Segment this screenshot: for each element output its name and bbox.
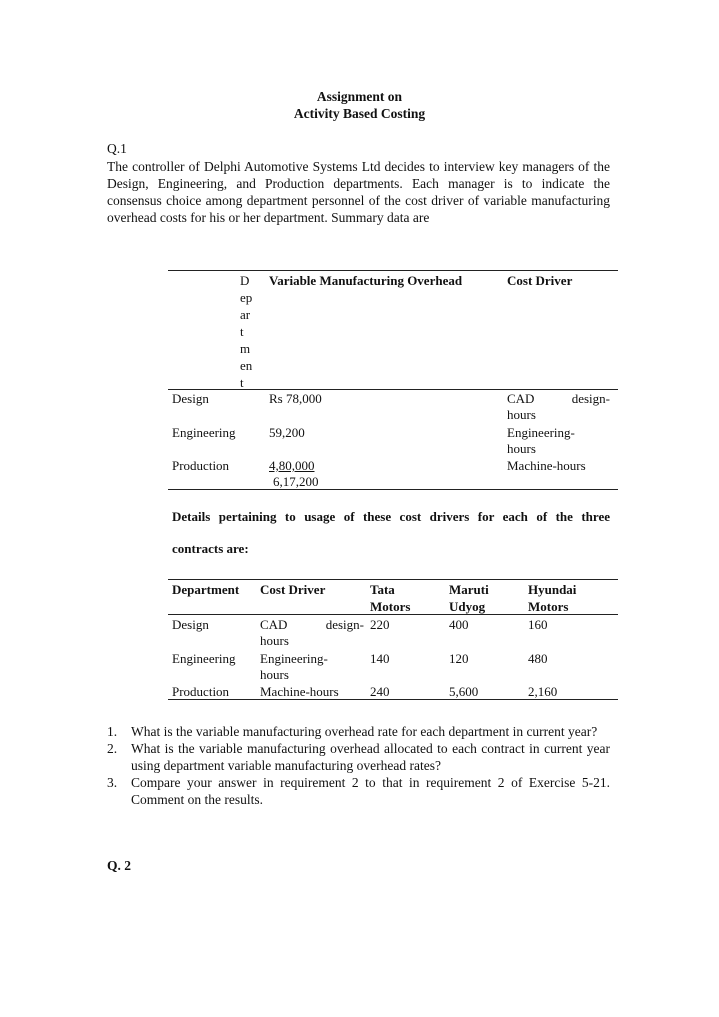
requirement-text: What is the variable manufacturing overhead rate for each department in current year? [131, 724, 598, 739]
table1-cell-department: Engineering [172, 425, 236, 440]
table1-header-dept-letter: ep [240, 290, 253, 305]
table2-cell-hyundai: 480 [528, 651, 548, 666]
table2-cell-department: Production [172, 684, 230, 699]
table2-cell-department: Engineering [172, 651, 236, 666]
table2-cell-hyundai: 2,160 [528, 684, 558, 699]
table1-cell-cost-driver-part: CAD [507, 391, 535, 406]
table1-total: 6,17,200 [273, 474, 319, 489]
table2-header-tata: Tata [370, 582, 395, 597]
requirement-item [107, 774, 610, 808]
table2-header-rule [168, 614, 618, 615]
table1-cell-department: Production [172, 458, 230, 473]
table1-cell-department: Design [172, 391, 209, 406]
title-line-1: Assignment on [316, 89, 403, 104]
table2-header-hyundai-line2: Motors [528, 599, 569, 614]
requirement-item [107, 723, 610, 740]
table1-header-overhead: Variable Manufacturing Overhead [269, 273, 463, 288]
table2-header-hyundai: Hyundai [528, 582, 577, 597]
title-line-2: Activity Based Costing [293, 106, 426, 121]
table1-bottom-rule [168, 489, 618, 490]
table1-header-dept-letter: m [240, 341, 251, 356]
table1-header-dept-letter: ar [240, 307, 251, 322]
requirement-number: 1. [107, 724, 118, 739]
table2-header-maruti: Maruti [449, 582, 489, 597]
table1-cell-cost-driver-line2: hours [507, 407, 536, 422]
table2-bottom-rule [168, 699, 618, 700]
details-text-line-1: Details pertaining to usage of these cost drivers for each of the three [172, 509, 610, 524]
requirement-text: Compare your answer in requirement 2 to that in requirement 2 of Exercise 5-21. Comment on the results. [131, 775, 610, 807]
table1-header-cost-driver: Cost Driver [507, 273, 573, 288]
table1-top-rule [168, 270, 618, 271]
table2-cell-cost-driver-part: design- [325, 617, 364, 632]
table2-header-maruti-line2: Udyog [449, 599, 486, 614]
table1-cell-overhead: Rs 78,000 [269, 391, 322, 406]
table2-cell-maruti: 5,600 [449, 684, 479, 699]
question-1-label: Q.1 [107, 141, 127, 156]
table2-cell-hyundai: 160 [528, 617, 548, 632]
table1-cell-cost-driver: Engineering- [507, 425, 575, 440]
table2-cell-cost-driver-part: CAD [260, 617, 288, 632]
table2-cell-cost-driver: Engineering- [260, 651, 328, 666]
table1-cell-cost-driver: Machine-hours [507, 458, 586, 473]
table1-cell-cost-driver-line2: hours [507, 441, 536, 456]
table2-cell-maruti: 120 [449, 651, 469, 666]
requirement-item [107, 740, 610, 774]
question-2-label: Q. 2 [107, 858, 132, 873]
table2-cell-tata: 140 [370, 651, 390, 666]
table2-cell-cost-driver [260, 616, 364, 633]
table1-cell-cost-driver [507, 390, 610, 407]
table2-top-rule [168, 579, 618, 580]
table1-header-dept-letter: t [240, 375, 244, 390]
table2-cell-tata: 240 [370, 684, 390, 699]
table2-header-cost-driver: Cost Driver [260, 582, 326, 597]
requirement-number: 3. [107, 775, 118, 790]
table1-header-dept-letter: t [240, 324, 244, 339]
details-text-line-2: contracts are: [172, 541, 249, 556]
table1-cell-overhead: 59,200 [269, 425, 305, 440]
table2-cell-tata: 220 [370, 617, 390, 632]
table2-cell-cost-driver: Machine-hours [260, 684, 339, 699]
intro-paragraph: The controller of Delphi Automotive Systems Ltd decides to interview key managers of the Design, Engineering, and Production departments. Each manager is to indicate the consensus choice among department personnel of the cost driver of variable manufacturing overhead costs for his or her department. Summary data are [107, 159, 610, 225]
table2-cell-cost-driver-line2: hours [260, 633, 289, 648]
requirements-list [107, 723, 610, 808]
table1-cell-overhead: 4,80,000 [269, 458, 315, 473]
table1-cell-cost-driver-part: design- [571, 391, 610, 406]
table2-header-department: Department [172, 582, 240, 597]
table2-cell-cost-driver-line2: hours [260, 667, 289, 682]
requirement-text: What is the variable manufacturing overhead allocated to each contract in current year using department variable manufacturing overhead rates? [131, 741, 610, 773]
table2-header-tata-line2: Motors [370, 599, 411, 614]
table2-cell-department: Design [172, 617, 209, 632]
requirement-number: 2. [107, 741, 118, 756]
table2-cell-maruti: 400 [449, 617, 469, 632]
table1-header-dept-letter: en [240, 358, 253, 373]
table1-header-dept-letter: D [240, 273, 250, 288]
